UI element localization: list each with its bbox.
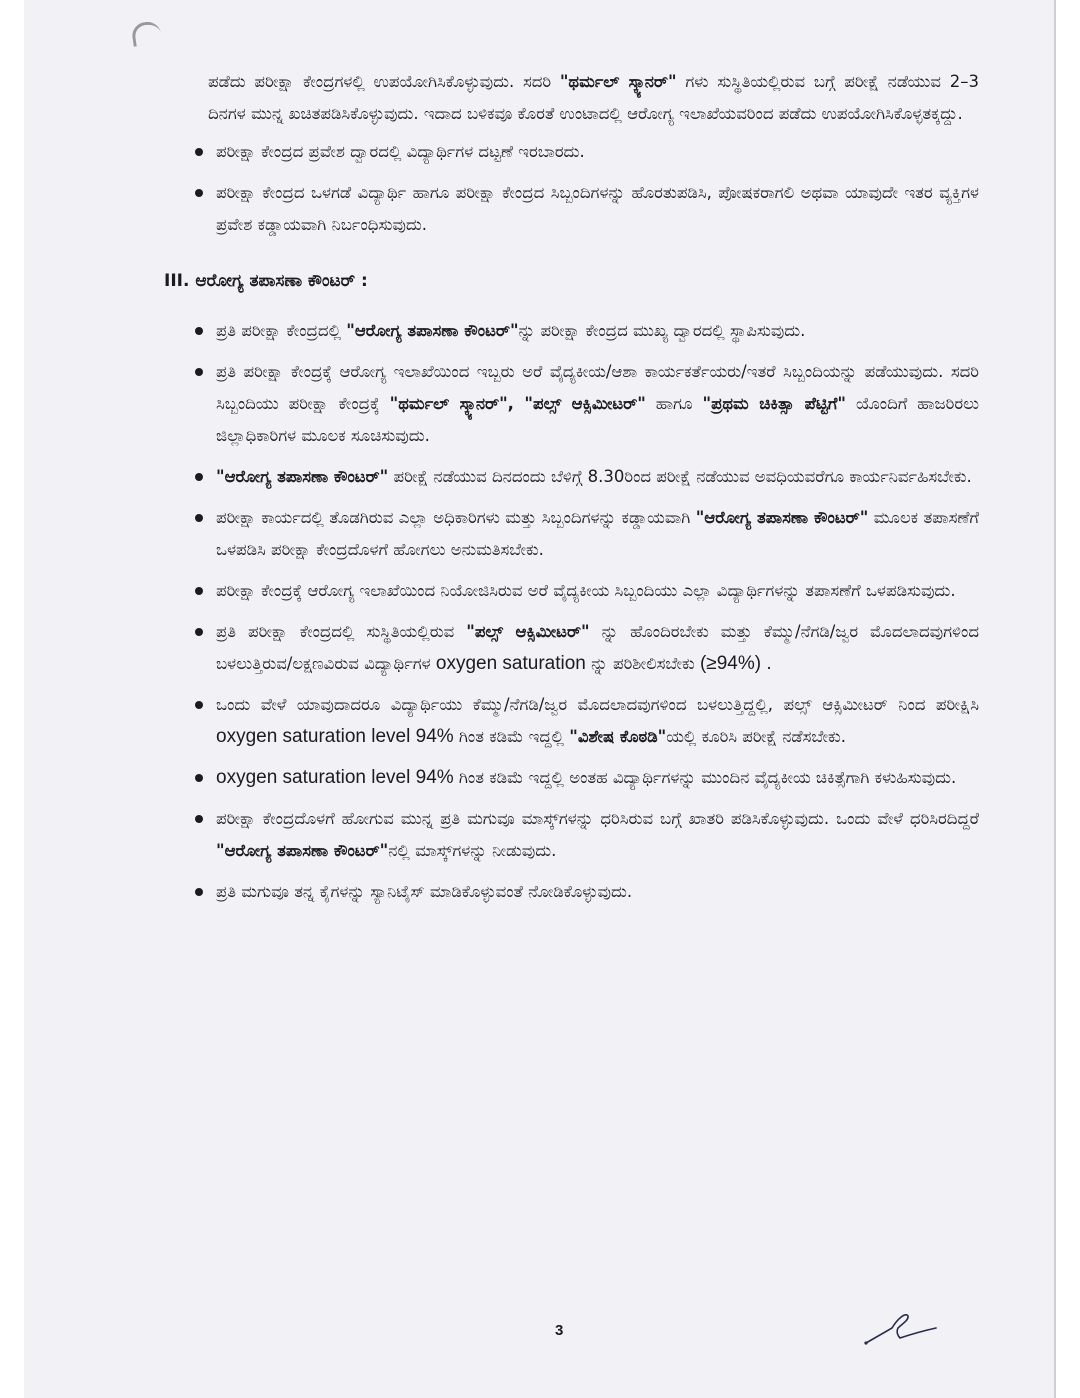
bullet-icon bbox=[195, 888, 203, 896]
bullet-icon bbox=[195, 701, 203, 709]
bullet-icon bbox=[195, 774, 203, 782]
text-run: ಪರೀಕ್ಷಾ ಕೇಂದ್ರಕ್ಕೆ ಆರೋಗ್ಯ ಇಲಾಖೆಯಿಂದ ನಿಯೋಜಿಸಿರುವ ಅರೆ ವೈದ್ಯಕೀಯ ಸಿಬ್ಬಂದಿಯು ಎಲ್ಲಾ ವಿದ್ಯಾರ್ಥಿಗಳನ್ನು ತಪಾಸಣೆಗೆ ಒಳಪಡಿಸುವುದು. bbox=[216, 581, 956, 600]
punch-hole-mark-icon bbox=[131, 20, 163, 47]
entry-rules-list bbox=[164, 136, 979, 241]
text-run: ಪರೀಕ್ಷಾ ಕಾರ್ಯದಲ್ಲಿ ತೊಡಗಿರುವ ಎಲ್ಲಾ ಅಧಿಕಾರಿಗಳು ಮತ್ತು ಸಿಬ್ಬಂದಿಗಳನ್ನು ಕಡ್ಡಾಯವಾಗಿ bbox=[216, 508, 696, 527]
text-run: ಪರೀಕ್ಷಾ ಕೇಂದ್ರದ ಪ್ರವೇಶ ದ್ವಾರದಲ್ಲಿ ವಿದ್ಯಾರ್ಥಿಗಳ ದಟ್ಟಣೆ ಇರಬಾರದು. bbox=[216, 142, 585, 161]
text-run: ಯಲ್ಲಿ ಕೂರಿಸಿ ಪರೀಕ್ಷೆ ನಡೆಸಬೇಕು. bbox=[666, 727, 846, 746]
text-run: ಪಡೆದು ಪರೀಕ್ಷಾ ಕೇಂದ್ರಗಳಲ್ಲಿ ಉಪಯೋಗಿಸಿಕೊಳ್ಳುವುದು. ಸದರಿ bbox=[208, 72, 560, 91]
bullet-icon bbox=[195, 368, 203, 376]
text-run: ಗಿಂತ ಕಡಿಮೆ ಇದ್ದಲ್ಲಿ bbox=[453, 727, 570, 746]
list-item bbox=[164, 803, 979, 867]
text-run: ಒಂದು ವೇಳೆ ಯಾವುದಾದರೂ ವಿದ್ಯಾರ್ಥಿಯು ಕೆಮ್ಮು/ನೆಗಡಿ/ಜ್ವರ ಮೊದಲಾದವುಗಳಿಂದ ಬಳಲುತ್ತಿದ್ದಲ್ಲಿ, ಪಲ್ಸ್ ಆಕ್ಸಿಮೀಟರ್ ನಿಂದ ಪರೀಕ್ಷಿಸಿ bbox=[216, 695, 979, 714]
bold-term: "ಥರ್ಮಲ್ ಸ್ಕ್ಯಾನರ್", "ಪಲ್ಸ್ ಆಕ್ಸಿಮೀಟರ್" bbox=[389, 394, 646, 413]
list-item bbox=[164, 315, 979, 347]
text-run: ಪ್ರತಿ ಪರೀಕ್ಷಾ ಕೇಂದ್ರದಲ್ಲಿ bbox=[216, 321, 347, 340]
list-item bbox=[164, 502, 979, 566]
text-run: ಪರೀಕ್ಷಾ ಕೇಂದ್ರದೊಳಗೆ ಹೋಗುವ ಮುನ್ನ ಪ್ರತಿ ಮಗುವೂ ಮಾಸ್ಕ್‌ಗಳನ್ನು ಧರಿಸಿರುವ ಬಗ್ಗೆ ಖಾತರಿ ಪಡಿಸಿಕೊಳ್ಳುವುದು. ಒಂದು ವೇಳೆ ಧರಿಸಿರದಿದ್ದರೆ bbox=[216, 809, 979, 828]
bullet-icon bbox=[195, 587, 203, 595]
text-run: ನ್ನು ಪರಿಶೀಲಿಸಬೇಕು bbox=[585, 654, 700, 673]
text-run: ಹಾಗೂ bbox=[645, 394, 703, 413]
bullet-icon bbox=[195, 815, 203, 823]
bold-term: "ಪ್ರಥಮ ಚಿಕಿತ್ಸಾ ಪೆಟ್ಟಿಗೆ" bbox=[702, 394, 847, 413]
bullet-icon bbox=[195, 189, 203, 197]
bullet-icon bbox=[195, 628, 203, 636]
list-item bbox=[164, 876, 979, 908]
bold-term: "ವಿಶೇಷ ಕೊಠಡಿ" bbox=[569, 727, 667, 746]
bold-term: "ಆರೋಗ್ಯ ತಪಾಸಣಾ ಕೌಂಟರ್" bbox=[216, 841, 389, 860]
list-item bbox=[164, 575, 979, 607]
text-run: ನ್ನು ಹೊಂದಿರಬೇಕು ಮತ್ತು ಕೆಮ್ಮು/ನೆಗಡಿ/ಜ್ವರ ಮೊದಲಾದವುಗಳಿಂದ ಬಳಲುತ್ತಿರುವ/ಲಕ್ಷಣವಿರುವ ವಿದ್ಯಾರ್ಥಿಗಳ bbox=[216, 622, 979, 673]
health-counter-list bbox=[164, 315, 979, 908]
english-term: oxygen saturation bbox=[435, 653, 586, 674]
english-term: oxygen saturation level 94% bbox=[216, 726, 454, 747]
list-item bbox=[164, 177, 979, 241]
signature-icon bbox=[862, 1310, 942, 1350]
list-item bbox=[164, 616, 979, 680]
english-term: oxygen saturation level 94% bbox=[216, 767, 454, 788]
text-run: ಯೊಂದಿಗೆ ಹಾಜರಿರಲು ಜಿಲ್ಲಾಧಿಕಾರಿಗಳ ಮೂಲಕ ಸೂಚಿಸುವುದು. bbox=[216, 394, 980, 445]
bullet-icon bbox=[195, 327, 203, 335]
bullet-icon bbox=[195, 514, 203, 522]
list-item bbox=[164, 461, 979, 493]
page-number: 3 bbox=[555, 1322, 564, 1339]
text-run: ಗಿಂತ ಕಡಿಮೆ ಇದ್ದಲ್ಲಿ ಅಂತಹ ವಿದ್ಯಾರ್ಥಿಗಳನ್ನು ಮುಂದಿನ ವೈದ್ಯಕೀಯ ಚಿಕಿತ್ಸೆಗಾಗಿ ಕಳುಹಿಸುವುದು. bbox=[453, 768, 957, 787]
text-run: ಮೂಲಕ ತಪಾಸಣೆಗೆ ಒಳಪಡಿಸಿ ಪರೀಕ್ಷಾ ಕೇಂದ್ರದೊಳಗೆ ಹೋಗಲು ಅನುಮತಿಸಬೇಕು. bbox=[216, 508, 979, 559]
bullet-icon bbox=[195, 473, 203, 481]
bold-term: "ಆರೋಗ್ಯ ತಪಾಸಣಾ ಕೌಂಟರ್" bbox=[346, 321, 519, 340]
list-item bbox=[164, 762, 979, 794]
text-run: ಪ್ರತಿ ಮಗುವೂ ತನ್ನ ಕೈಗಳನ್ನು ಸ್ಯಾನಿಟೈಸ್ ಮಾಡಿಕೊಳ್ಳುವಂತೆ ನೋಡಿಕೊಳ್ಳುವುದು. bbox=[216, 882, 633, 901]
continued-paragraph bbox=[164, 66, 979, 130]
list-item bbox=[164, 356, 979, 452]
text-run: ಪರೀಕ್ಷಾ ಕೇಂದ್ರದ ಒಳಗಡೆ ವಿದ್ಯಾರ್ಥಿ ಹಾಗೂ ಪರೀಕ್ಷಾ ಕೇಂದ್ರದ ಸಿಬ್ಬಂದಿಗಳನ್ನು ಹೊರತುಪಡಿಸಿ, ಪೋಷಕರಾಗಲಿ ಅಥವಾ ಯಾವುದೇ ಇತರ ವ್ಯಕ್ತಿಗಳ ಪ್ರವೇಶ ಕಡ್ಡಾಯವಾಗಿ ನಿರ್ಬಂಧಿಸುವುದು. bbox=[216, 183, 979, 234]
bold-term: "ಆರೋಗ್ಯ ತಪಾಸಣಾ ಕೌಂಟರ್" bbox=[216, 467, 389, 486]
text-run: ನಲ್ಲಿ ಮಾಸ್ಕ್‌ಗಳನ್ನು ನೀಡುವುದು. bbox=[388, 841, 557, 860]
text-run: ಪರೀಕ್ಷೆ ನಡೆಯುವ ದಿನದಂದು ಬೆಳಿಗ್ಗೆ 8.30ರಿಂದ ಪರೀಕ್ಷೆ ನಡೆಯುವ ಅವಧಿಯವರೆಗೂ ಕಾರ್ಯನಿರ್ವಹಿಸಬೇಕು. bbox=[388, 467, 972, 486]
section-heading: III. ಆರೋಗ್ಯ ತಪಾಸಣಾ ಕೌಂಟರ್ : bbox=[164, 271, 368, 291]
bold-term: "ಆರೋಗ್ಯ ತಪಾಸಣಾ ಕೌಂಟರ್" bbox=[695, 508, 869, 527]
list-item bbox=[164, 136, 979, 168]
text-run: ಪ್ರತಿ ಪರೀಕ್ಷಾ ಕೇಂದ್ರಕ್ಕೆ ಆರೋಗ್ಯ ಇಲಾಖೆಯಿಂದ ಇಬ್ಬರು ಅರೆ ವೈದ್ಯಕೀಯ/ಆಶಾ ಕಾರ್ಯಕರ್ತೆಯರು/ಇತರೆ ಸಿಬ್ಬಂದಿಯನ್ನು ಪಡೆಯುವುದು. ಸದರಿ ಸಿಬ್ಬಂದಿಯು ಪರೀಕ್ಷಾ ಕೇಂದ್ರಕ್ಕೆ bbox=[216, 362, 979, 413]
page-content bbox=[164, 66, 979, 917]
text-run: ಪ್ರತಿ ಪರೀಕ್ಷಾ ಕೇಂದ್ರದಲ್ಲಿ ಸುಸ್ಥಿತಿಯಲ್ಲಿರುವ bbox=[216, 622, 467, 641]
text-run: ನ್ನು ಪರೀಕ್ಷಾ ಕೇಂದ್ರದ ಮುಖ್ಯ ದ್ವಾರದಲ್ಲಿ ಸ್ಥಾಪಿಸುವುದು. bbox=[518, 321, 806, 340]
list-item bbox=[164, 689, 979, 753]
bold-term: "ಪಲ್ಸ್ ಆಕ್ಸಿಮೀಟರ್" bbox=[466, 622, 590, 641]
bold-term: "ಥರ್ಮಲ್ ಸ್ಕ್ಯಾನರ್" bbox=[559, 72, 677, 91]
threshold-value: (≥94%) . bbox=[699, 653, 772, 674]
scanned-page bbox=[24, 0, 1056, 1398]
bullet-icon bbox=[195, 148, 203, 156]
text-run: ಗಳು ಸುಸ್ಥಿತಿಯಲ್ಲಿರುವ ಬಗ್ಗೆ ಪರೀಕ್ಷೆ ನಡೆಯುವ 2–3 ದಿನಗಳ ಮುನ್ನ ಖಚಿತಪಡಿಸಿಕೊಳ್ಳುವುದು. ಇದಾದ ಬಳಿಕವೂ ಕೊರತೆ ಉಂಟಾದಲ್ಲಿ ಆರೋಗ್ಯ ಇಲಾಖೆಯವರಿಂದ ಪಡೆದು ಉಪಯೋಗಿಸಿಕೊಳ್ಳತಕ್ಕದ್ದು. bbox=[208, 72, 979, 123]
